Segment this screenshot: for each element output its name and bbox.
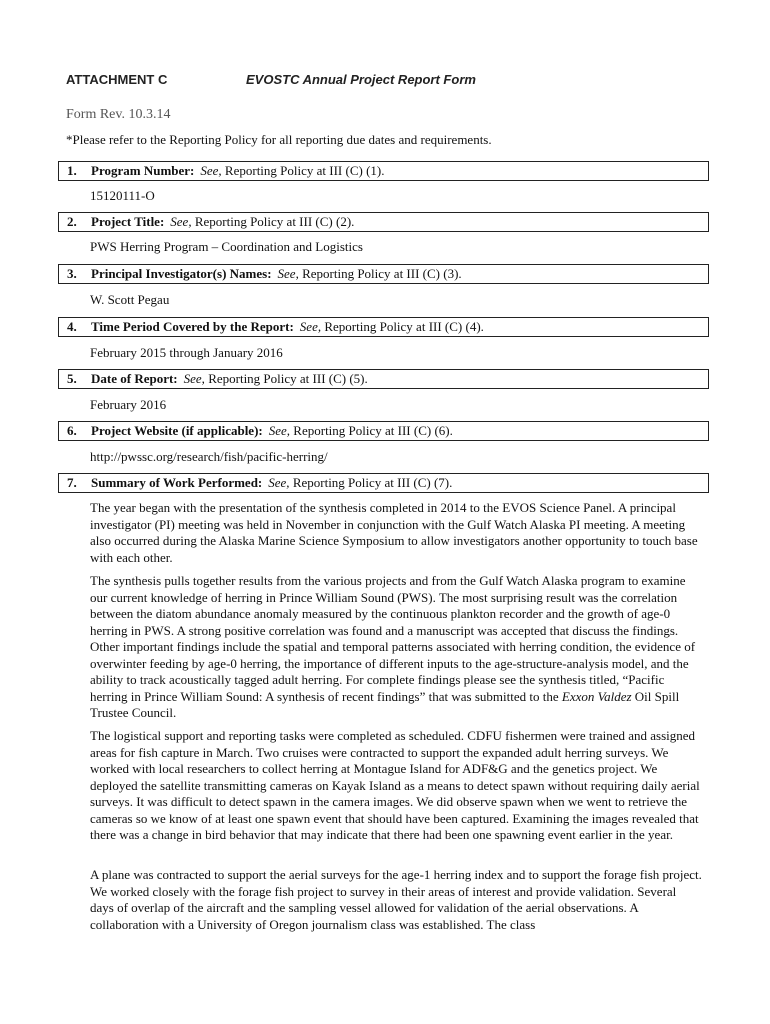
item-reference: Reporting Policy at III (C) (7). (292, 475, 453, 490)
item-see: See, (268, 475, 290, 490)
item-label: Project Website (if applicable): (91, 423, 263, 438)
item-1-answer: 15120111-O (90, 188, 155, 203)
item-1-header (58, 161, 709, 181)
item-number: 4. (67, 319, 77, 334)
item-see: See, (183, 371, 205, 386)
form-title: EVOSTC Annual Project Report Form (246, 72, 476, 87)
item-5-header (58, 369, 709, 389)
item-number: 7. (67, 475, 77, 490)
attachment-label: ATTACHMENT C (66, 72, 168, 87)
item-2-header (58, 212, 709, 232)
item-see: See, (268, 423, 291, 438)
item-number: 6. (67, 423, 77, 438)
item-reference: Reporting Policy at III (C) (5). (208, 371, 368, 386)
item-reference: Reporting Policy at III (C) (3). (302, 266, 462, 281)
item-label: Principal Investigator(s) Names: (91, 266, 272, 281)
item-label: Project Title: (91, 214, 165, 229)
item-number: 5. (67, 371, 77, 386)
item-reference: Reporting Policy at III (C) (2). (194, 214, 355, 229)
item-number: 3. (67, 266, 77, 281)
item-4-answer: February 2015 through January 2016 (90, 345, 283, 360)
item-6-header (58, 421, 709, 441)
item-4-header (58, 317, 709, 337)
summary-paragraph-2-text: The synthesis pulls together results from the various projects and from the Gulf Watch Alaska program to examine our current knowledge of herring in Prince William Sound (PWS). The most surprising result was the correlation between the diatom abundance anomaly measured by the continuous plankton recorder and the growth of age-0 herring in PWS. A strong positive correlation was found and a manuscript was accepted that discuss the findings. Other important findings include the spatial and temporal patterns associated with herring condition, the evidence of overwinter feeding by age-0 herring, the importance of different inputs to the age-structure-analysis model, and the ability to track acoustically tagged adult herring. For complete findings please see the synthesis titled, “Pacific herring in Prince William Sound: A synthesis of recent findings” that was submitted to the (90, 573, 696, 704)
item-see: See, (277, 266, 299, 281)
item-6-answer: http://pwssc.org/research/fish/pacific-herring/ (90, 449, 328, 464)
summary-paragraph-1: The year began with the presentation of the synthesis completed in 2014 to the EVOS Science Panel. A principal investigator (PI) meeting was held in November in conjunction with the Gulf Watch Alaska PI meeting. A meeting also occurred during the Alaska Marine Science Symposium to allow investigators another opportunity to touch base with each other. (90, 500, 698, 565)
item-reference: Reporting Policy at III (C) (4). (324, 319, 484, 334)
item-2-answer: PWS Herring Program – Coordination and Logistics (90, 239, 363, 254)
item-see: See, (200, 163, 222, 178)
form-revision: Form Rev. 10.3.14 (66, 107, 171, 122)
form-header (66, 70, 706, 92)
item-5-answer: February 2016 (90, 397, 167, 412)
item-number: 1. (67, 163, 77, 178)
item-3-header (58, 264, 709, 284)
summary-italic-title: Exxon Valdez (561, 688, 632, 704)
item-3-answer: W. Scott Pegau (90, 292, 170, 307)
item-reference: Reporting Policy at III (C) (1). (224, 163, 385, 178)
item-label: Summary of Work Performed: (91, 475, 263, 490)
item-label: Program Number: (91, 163, 195, 178)
item-see: See, (170, 214, 192, 229)
summary-paragraph-3: The logistical support and reporting tasks were completed as scheduled. CDFU fishermen were trained and assigned areas for fish capture in March. Two cruises were contracted to support the expanded adult herring surveys. We worked with local researchers to collect herring at Montague Island for ADF&G and the genetics project. We deployed the satellite transmitting cameras on Kayak Island as a means to detect spawn without requiring daily aerial surveys. It was difficult to detect spawn in the camera images. We did observe spawn when we went to retrieve the cameras so we know of at least one spawn event that should have been captured. Examining the images revealed that there was a change in bird behavior that may indicate that there had been one spawning event earlier in the year. (90, 728, 700, 842)
reporting-note: *Please refer to the Reporting Policy for all reporting due dates and requirements. (66, 132, 492, 147)
item-7-header (58, 473, 709, 493)
summary-paragraph-2 (90, 573, 702, 722)
item-label: Time Period Covered by the Report: (91, 319, 294, 334)
summary-paragraph-2-end: Oil Spill Trustee Council. (90, 688, 680, 720)
summary-paragraph-4: A plane was contracted to support the aerial surveys for the age-1 herring index and to support the forage fish project. We worked closely with the forage fish project to survey in their areas of interest and provide validation. Several days of overlap of the aircraft and the sampling vessel allowed for validation of the aerial observations. A collaboration with a University of Oregon journalism class was established. The class (90, 867, 702, 932)
item-reference: Reporting Policy at III (C) (6). (293, 423, 453, 438)
item-label: Date of Report: (91, 371, 178, 386)
item-see: See, (299, 319, 322, 334)
item-number: 2. (67, 214, 77, 229)
